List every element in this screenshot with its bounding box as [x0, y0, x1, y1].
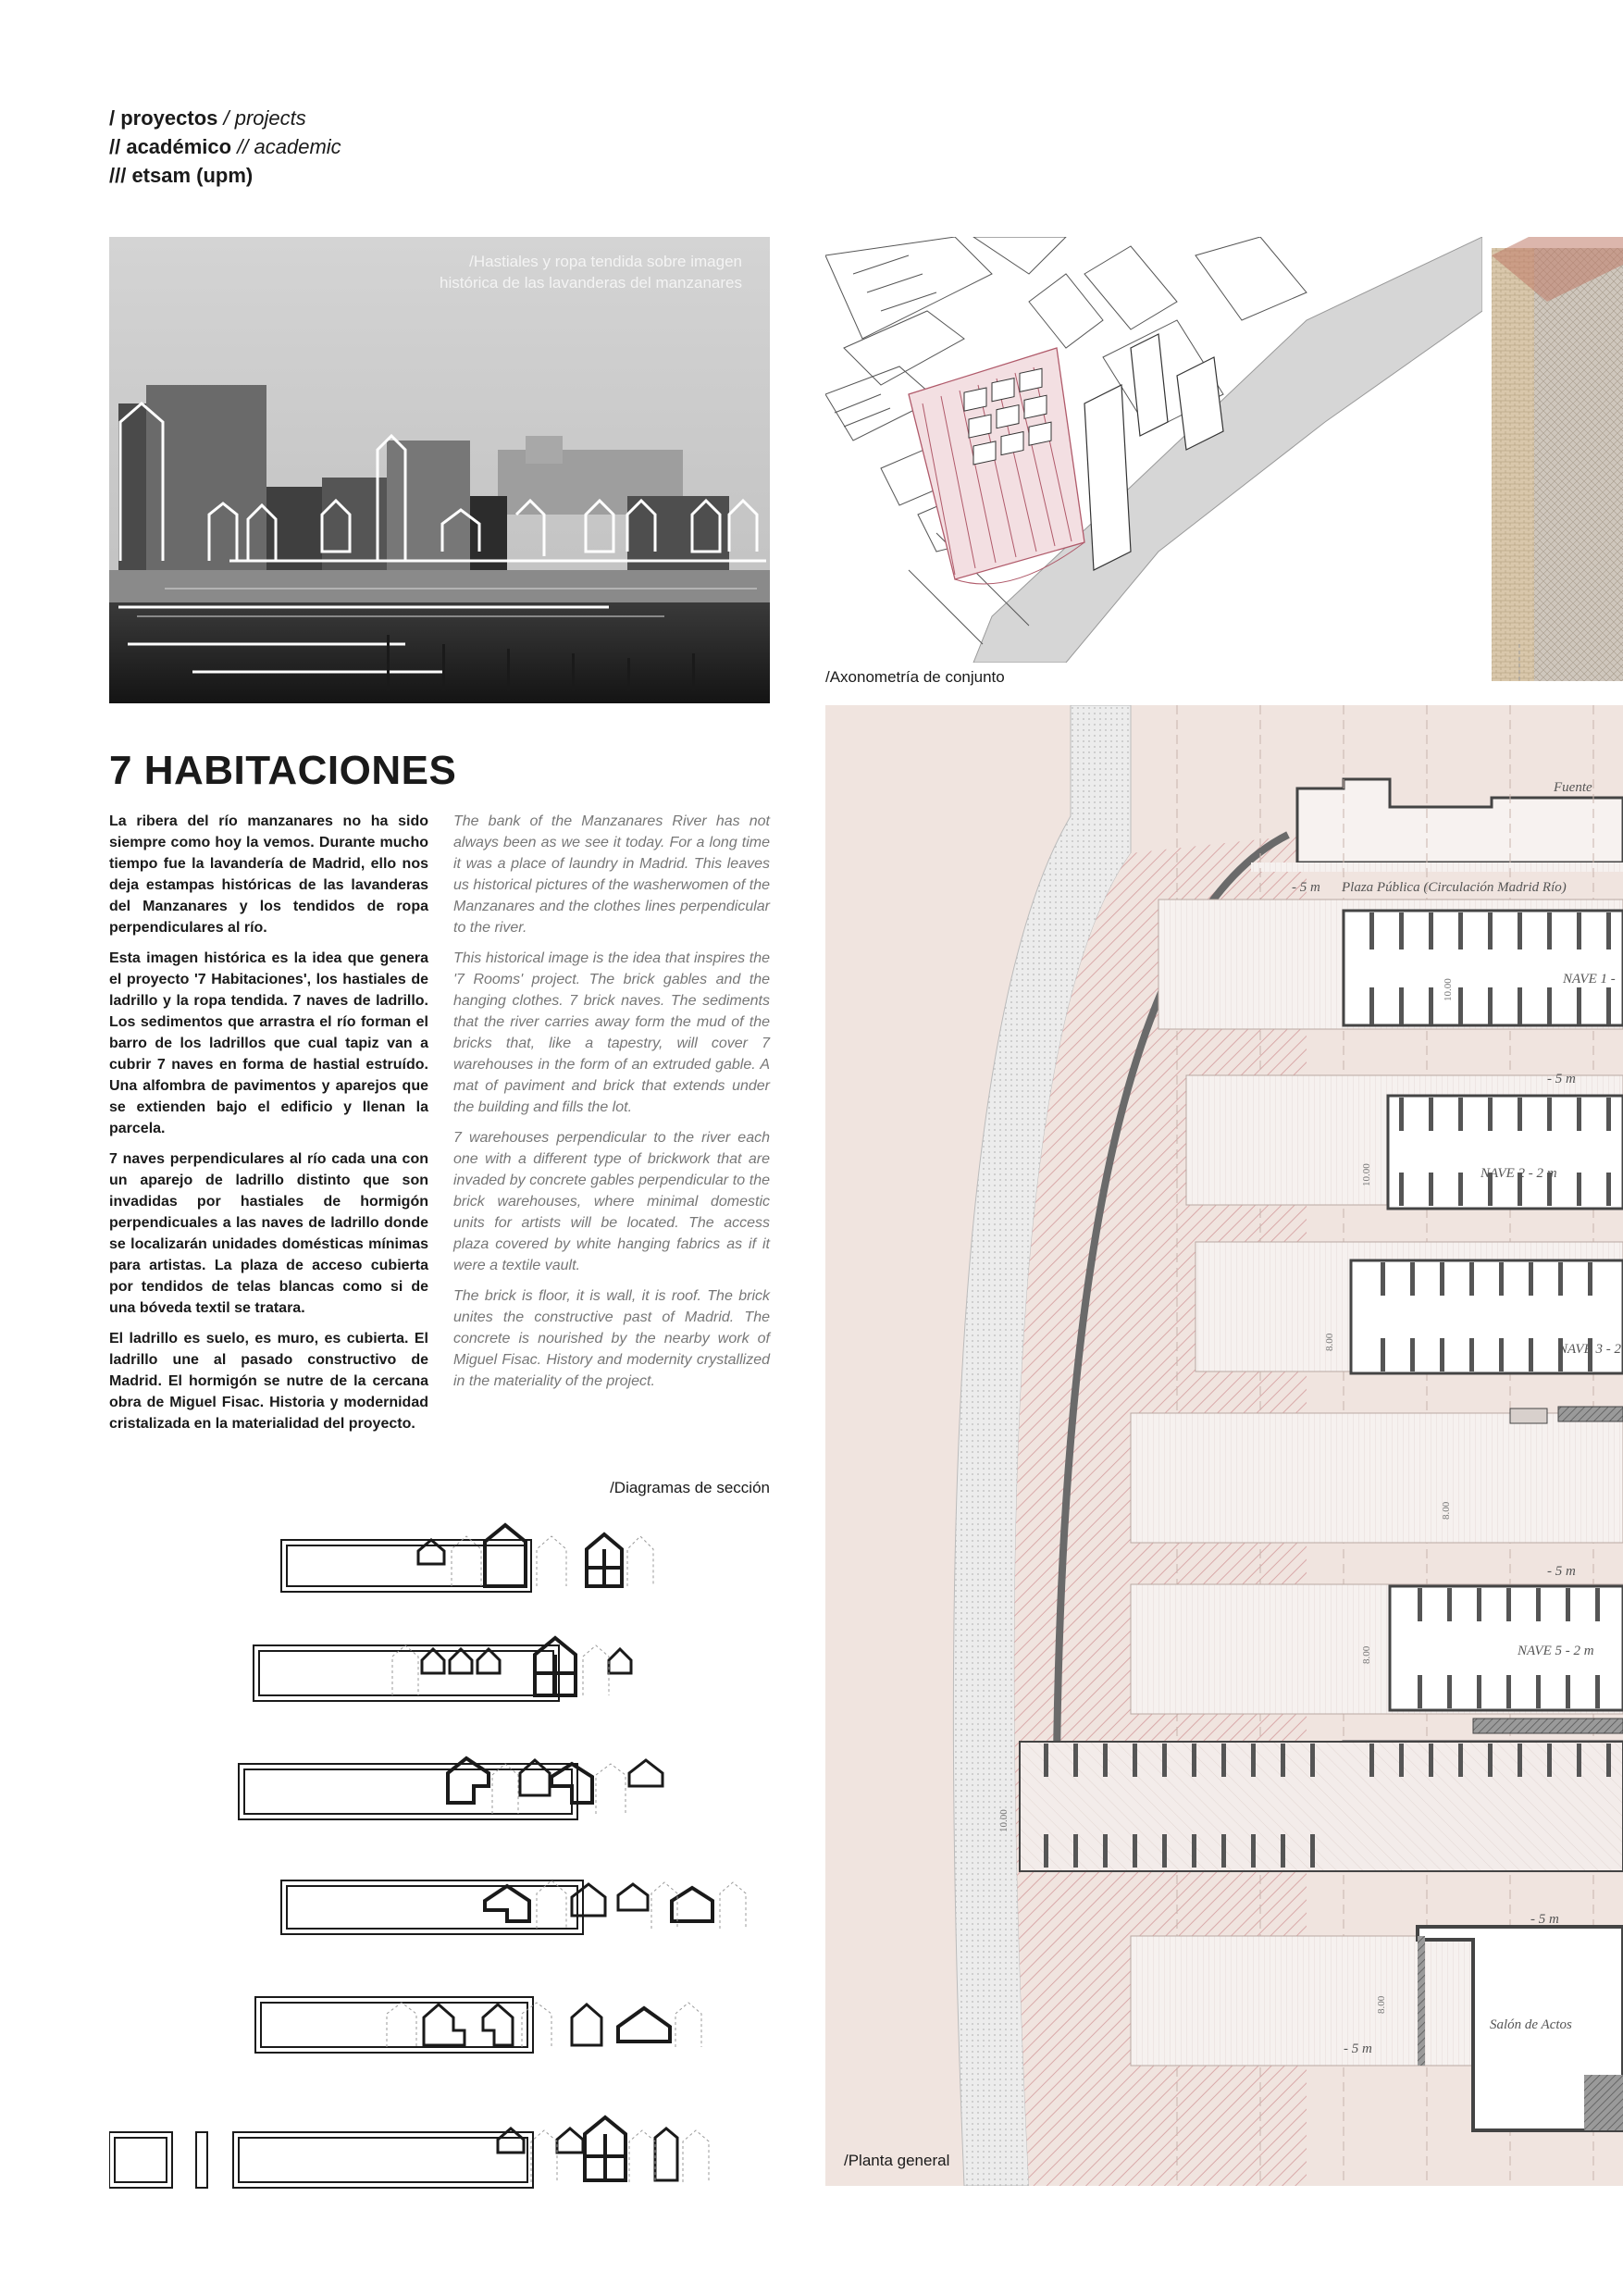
paragraph-en-3: 7 warehouses perpendicular to the river each one with a different type of brickwork that are invaded by concrete gables perpendicular to the brick warehouses, where minimal domestic units for artists will be located. The access plaza covered by white hanging fabrics as if it were a textile vault. — [453, 1130, 770, 1273]
label-level-3: - 5 m — [1530, 1912, 1559, 1927]
paragraph-es-2: Esta imagen histórica es la idea que genera el proyecto '7 Habitaciones', los hastiales de ladrillo y la ropa tendida. 7 naves de ladrillo. Los sedimentos que arrastra el río forman el barro de los ladrillos que cual tapiz van a cubrir 7 naves en forma de hastial estruído. Una alfombra de pavimentos y aparejos que se extienden bajo el edificio y llenan la parcela. — [109, 950, 428, 1136]
header-line-1: / proyectos / projects — [109, 106, 306, 130]
section-diagrams-caption: /Diagramas de sección — [610, 1479, 770, 1496]
section-diagram-6 — [109, 2117, 709, 2188]
section-diagram-5 — [255, 1997, 701, 2053]
label-nave-2: NAVE 2 - 2 m — [1481, 1166, 1557, 1181]
section-diagrams — [109, 1508, 785, 2203]
brick-texture-strip — [1492, 237, 1623, 681]
section-diagram-2 — [254, 1638, 631, 1701]
project-title: 7 HABITACIONES — [109, 748, 457, 793]
label-dim-f: 10.00 — [998, 1809, 1010, 1832]
label-dim-e: 8.00 — [1361, 1645, 1372, 1664]
photo-illustration — [109, 237, 770, 703]
label-dim-g: 8.00 — [1376, 1995, 1387, 2014]
label-plaza: Plaza Pública (Circulación Madrid Río) — [1342, 880, 1567, 895]
header-line-3: /// etsam (upm) — [109, 164, 254, 187]
paragraph-en-4: The brick is floor, it is wall, it is roof. The brick unites the constructive past of Madrid. The concrete is nourished by the nearby work of Miguel Fisac. History and modernity crystallized in the materiality of the project. — [453, 1288, 770, 1389]
plan-caption: /Planta general — [844, 2152, 950, 2169]
header-line-2: // académico // academic — [109, 135, 341, 158]
label-dim-b: 10.00 — [1361, 1163, 1372, 1186]
paragraph-es-1: La ribera del río manzanares no ha sido siempre como hoy la vemos. Durante mucho tiempo fue la lavandería de Madrid, ello nos deja estampas históricas de las lavanderas del Manzanares y los tendidos de ropa perpendiculares al río. — [109, 813, 428, 936]
label-dim-a: 10.00 — [1443, 978, 1454, 1001]
section-diagram-1 — [281, 1525, 653, 1592]
text-spanish — [109, 811, 428, 1444]
label-dim-c: 8.00 — [1324, 1333, 1335, 1351]
axonometry-caption: /Axonometría de conjunto — [825, 668, 1005, 686]
text-english — [453, 811, 770, 1401]
paragraph-en-1: The bank of the Manzanares River has not always been as we see it today. For a long time it was a place of laundry in Madrid. This leaves us historical pictures of the washerwomen of the Manzanares and the clothes lines perpendicular to the river. — [453, 813, 770, 936]
label-nave-1: NAVE 1 - — [1563, 972, 1616, 987]
historic-photo-collage — [109, 237, 770, 703]
header-breadcrumb — [109, 104, 341, 190]
label-plaza-level: - 5 m — [1292, 880, 1320, 895]
label-salon-de-actos: Salón de Actos — [1490, 2017, 1572, 2032]
label-level-2: - 5 m — [1547, 1564, 1576, 1579]
paragraph-es-4: El ladrillo es suelo, es muro, es cubierta. El ladrillo une al pasado constructivo de Madrid. El hormigón se nutre de la cercana obra de Miguel Fisac. Historia y modernidad cristalizada en la materialidad del proyecto. — [109, 1331, 428, 1432]
paragraph-en-2: This historical image is the idea that inspires the '7 Rooms' project. The brick gables and the hanging clothes. 7 brick naves. The sediments that the river carries away form the mud of the bricks that, like a tapestry, will cover 7 warehouses in the form of an extruded gable. A mat of paviment and brick that extends under the building and fills the lot. — [453, 950, 770, 1115]
general-plan-drawing — [825, 705, 1623, 2186]
label-level-4: - 5 m — [1344, 2042, 1372, 2056]
section-diagram-4 — [281, 1880, 746, 1934]
label-level-1: - 5 m — [1547, 1072, 1576, 1086]
label-nave-3: NAVE 3 - 2 — [1558, 1342, 1621, 1357]
label-dim-d: 8.00 — [1441, 1501, 1452, 1520]
paragraph-es-3: 7 naves perpendiculares al río cada una con un aparejo de ladrillo distinto que son invadidas por hastiales de hormigón perpendicuales a las naves de ladrillo donde se localizarán unidades domésticas mínimas para artistas. La plaza de acceso cubierta por tendidos de telas blancas como si de una bóveda textil se tratara. — [109, 1151, 428, 1316]
label-fountain: Fuente — [1554, 780, 1592, 795]
label-nave-5: NAVE 5 - 2 m — [1518, 1644, 1594, 1658]
section-diagram-3 — [239, 1758, 663, 1819]
axonometry-drawing — [825, 237, 1482, 663]
photo-caption: /Hastiales y ropa tendida sobre imagen histórica de las lavanderas del manzanares — [440, 253, 742, 292]
